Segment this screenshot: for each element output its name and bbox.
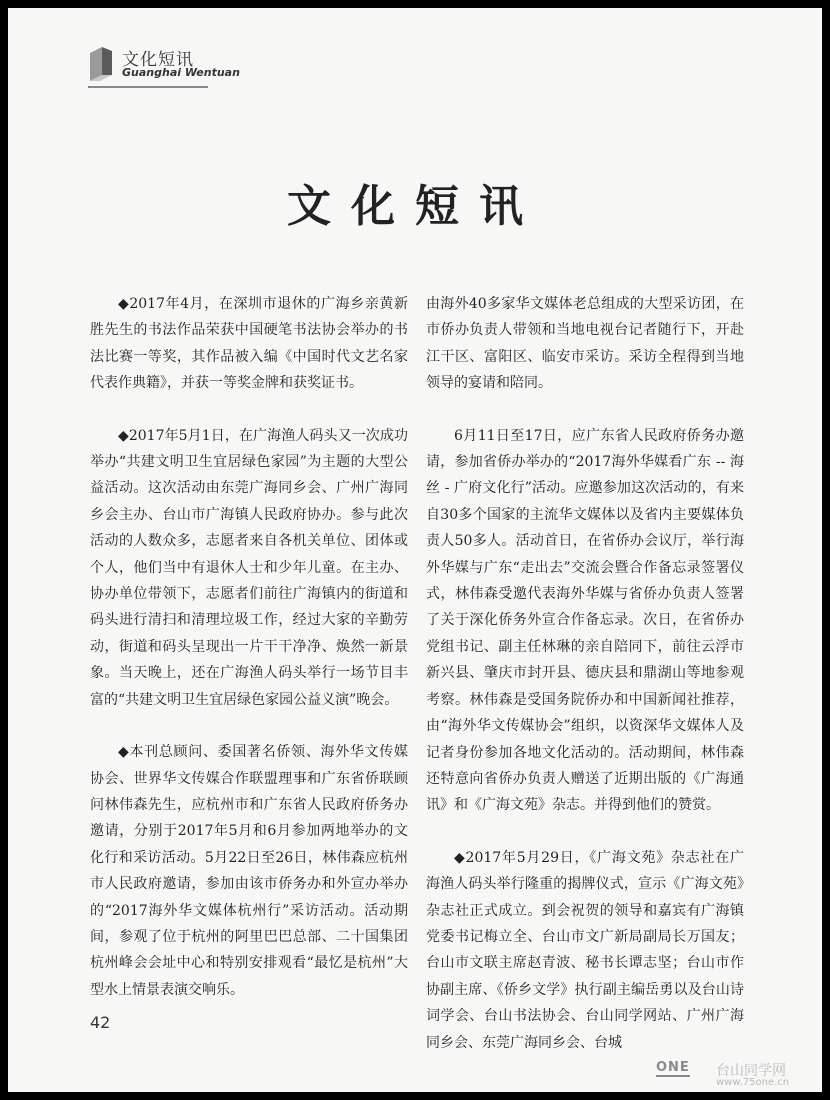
watermark-text: 台山同学网: [716, 1063, 786, 1079]
left-column: [90, 291, 408, 1029]
news-item-calligraphy: ◆2017年4月，在深圳市退休的广海乡亲黄新胜先生的书法作品荣获中国硬笔书法协会举办的书法比赛一等奖，其作品被入编《中国时代文艺名家代表作典籍》，并获一等奖金牌和获奖证书。: [90, 296, 408, 392]
section-name-cn: 文化短讯: [122, 50, 194, 70]
watermark-logo: ONE: [656, 1060, 690, 1075]
page-number: 42: [90, 1013, 111, 1032]
watermark: [656, 1060, 822, 1092]
watermark-url: www.75one.cn: [716, 1077, 790, 1088]
section-logo-icon: [88, 45, 114, 83]
magazine-page: [8, 8, 822, 1092]
section-header: [88, 43, 248, 93]
section-name-en: Guanghai Wentuan: [122, 66, 240, 79]
news-item-magazine-launch: ◆2017年5月29日，《广海文苑》杂志社在广海渔人码头举行隆重的揭牌仪式，宣示《广海文苑》杂志社正式成立。到会祝贺的领导和嘉宾有广海镇党委书记梅立全、台山市文广新局副局长万国友；台山市文联主席赵青波、秘书长谭志坚；台山市作协副主席、《侨乡文学》执行副主编岳勇以及台山诗词学会、台山书法协会、台山同学网站、广州广海同乡会、东莞广海同乡会、台城: [426, 849, 744, 1051]
news-item-public-welfare: ◆2017年5月1日，在广海渔人码头又一次成功举办“共建文明卫生宜居绿色家园”为主题的大型公益活动。这次活动由东莞广海同乡会、广州广海同乡会主办、台山市广海镇人民政府协办。参与此次活动的人数众多，志愿者来自各机关单位、团体或个人，他们当中有退休人士和少年儿童。在主办、协办单位带领下，志愿者们前往广海镇内的街道和码头进行清扫和清理垃圾工作，经过大家的辛勤劳动，街道和码头呈现出一片干干净净、焕然一新景象。当天晚上，还在广海渔人码头举行一场节目丰富的“共建文明卫生宜居绿色家园公益义演”晚会。: [90, 427, 408, 708]
page-title: 文化短讯: [287, 181, 543, 232]
news-item-guangdong-tour: 6月11日至17日，应广东省人民政府侨务办邀请，参加省侨办举办的“2017海外华媒看广东 -- 海丝 - 广府文化行”活动。应邀参加这次活动的，有来自30多个国家的主流华文媒体以及省内主要媒体负责人50多人。活动首日，在省侨办会议厅，举行海外华媒与广东“走出去”交流会暨合作备忘录签署仪式，林伟森受邀代表海外华媒与省侨办负责人签署了关于深化侨务外宣合作备忘录。次日，在省侨办党组书记、副主任林琳的亲自陪同下，前往云浮市新兴县、肇庆市封开县、德庆县和鼎湖山等地参观考察。林伟森是受国务院侨办和中国新闻社推荐，由“海外华文传媒协会”组织，以资深华文媒体人及记者身份参加各地文化活动的。活动期间，林伟森还特意向省侨办负责人赠送了近期出版的《广海通讯》和《广海文苑》杂志。并得到他们的赞赏。: [426, 427, 744, 814]
news-item-lin-weisen: ◆本刊总顾问、委国著名侨领、海外华文传媒协会、世界华文传媒合作联盟理事和广东省侨联顾问林伟森先生，应杭州市和广东省人民政府侨务办邀请，分别于2017年5月和6月参加两地举办的文化行和采访活动。5月22日至26日，林伟森应杭州市人民政府邀请，参加由该市侨务办和外宣办举办的“2017海外华文媒体杭州行”采访活动。活动期间，参观了位于杭州的阿里巴巴总部、二十国集团杭州峰会会址中心和特别安排观看“最忆是杭州”大型水上情景表演交响乐。: [90, 744, 408, 998]
news-item-lin-weisen-continued: 由海外40多家华文媒体老总组成的大型采访团，在市侨办负责人带领和当地电视台记者随行下，开赴江干区、富阳区、临安市采访。采访全程得到当地领导的宴请和陪同。: [426, 296, 744, 392]
right-column: [426, 291, 744, 1082]
header-rule: [88, 86, 208, 88]
